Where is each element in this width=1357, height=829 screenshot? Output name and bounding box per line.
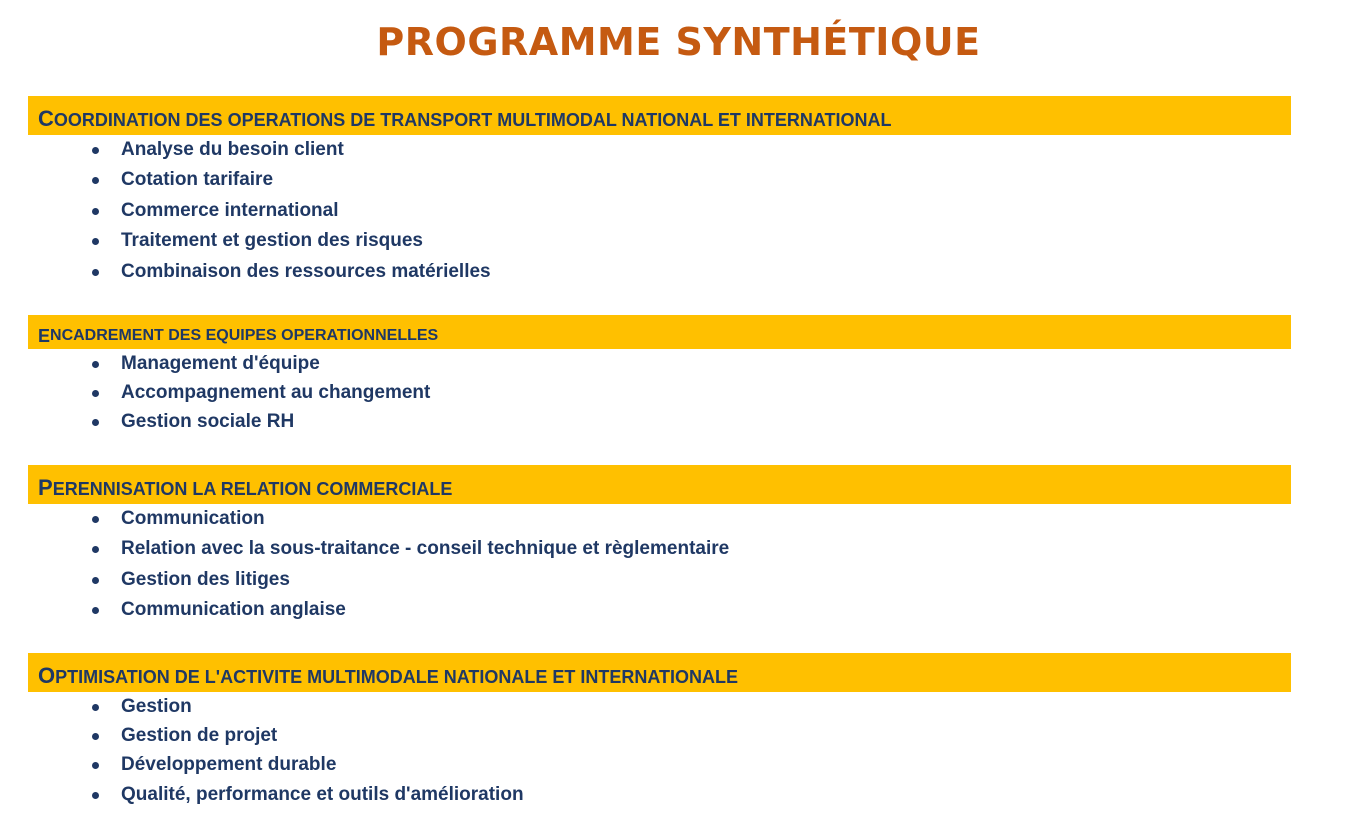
bullet-icon bbox=[92, 733, 99, 740]
list-item bbox=[0, 534, 1357, 564]
list-item-text: Accompagnement au changement bbox=[121, 382, 431, 404]
bullet-icon bbox=[92, 516, 99, 523]
section-header-text: OORDINATION DES OPERATIONS DE TRANSPORT MULTIMODAL NATIONAL ET INTERNATIONAL bbox=[53, 110, 892, 130]
bullet-icon bbox=[92, 607, 99, 614]
list-item-text: Communication anglaise bbox=[121, 599, 346, 621]
list-item bbox=[0, 692, 1357, 721]
section-header-text: ERENNISATION LA RELATION COMMERCIALE bbox=[52, 479, 453, 499]
list-item-text: Management d'équipe bbox=[121, 353, 320, 374]
section-header bbox=[28, 315, 1291, 349]
list-item-text: Analyse du besoin client bbox=[121, 139, 344, 160]
bullet-icon bbox=[92, 147, 99, 154]
bullet-icon bbox=[92, 704, 99, 711]
list-item bbox=[0, 750, 1357, 779]
section-coordination bbox=[0, 96, 1357, 287]
item-list bbox=[0, 692, 1357, 809]
bullet-icon bbox=[92, 238, 99, 245]
section-header-text: PTIMISATION DE L'ACTIVITE MULTIMODALE NATIONALE ET INTERNATIONALE bbox=[55, 667, 739, 687]
section-header bbox=[28, 465, 1291, 504]
section-header-initial: E bbox=[38, 326, 51, 346]
section-optimisation bbox=[0, 653, 1357, 809]
bullet-icon bbox=[92, 762, 99, 769]
list-item bbox=[0, 565, 1357, 595]
bullet-icon bbox=[92, 208, 99, 215]
item-list bbox=[0, 349, 1357, 437]
list-item-text: Gestion bbox=[121, 696, 192, 717]
list-item bbox=[0, 504, 1357, 534]
list-item bbox=[0, 196, 1357, 226]
list-item-text: Traitement et gestion des risques bbox=[121, 230, 423, 252]
list-item-text: Relation avec la sous-traitance - conseil technique et règlementaire bbox=[121, 538, 730, 560]
bullet-icon bbox=[92, 546, 99, 553]
list-item bbox=[0, 165, 1357, 195]
list-item bbox=[0, 595, 1357, 625]
bullet-icon bbox=[92, 419, 99, 426]
list-item-text: Gestion de projet bbox=[121, 725, 278, 747]
list-item-text: Qualité, performance et outils d'amélioration bbox=[121, 783, 524, 805]
list-item-text: Développement durable bbox=[121, 754, 337, 776]
list-item bbox=[0, 407, 1357, 436]
item-list bbox=[0, 504, 1357, 626]
bullet-icon bbox=[92, 792, 99, 799]
section-header bbox=[28, 653, 1291, 692]
list-item bbox=[0, 378, 1357, 407]
list-item bbox=[0, 135, 1357, 165]
list-item-text: Cotation tarifaire bbox=[121, 169, 274, 191]
item-list bbox=[0, 135, 1357, 287]
section-encadrement bbox=[0, 315, 1357, 437]
section-header bbox=[28, 96, 1291, 135]
list-item bbox=[0, 257, 1357, 287]
list-item-text: Gestion des litiges bbox=[121, 568, 290, 590]
list-item bbox=[0, 226, 1357, 256]
bullet-icon bbox=[92, 390, 99, 397]
list-item-text: Communication bbox=[121, 508, 265, 529]
section-header-initial: O bbox=[38, 663, 56, 688]
list-item-text: Combinaison des ressources matérielles bbox=[121, 260, 491, 282]
bullet-icon bbox=[92, 361, 99, 368]
list-item-text: Gestion sociale RH bbox=[121, 411, 295, 433]
bullet-icon bbox=[92, 577, 99, 584]
list-item bbox=[0, 349, 1357, 378]
bullet-icon bbox=[92, 269, 99, 276]
list-item-text: Commerce international bbox=[121, 199, 339, 221]
section-header-initial: C bbox=[38, 106, 54, 131]
list-item bbox=[0, 721, 1357, 750]
list-item bbox=[0, 780, 1357, 809]
section-header-initial: P bbox=[38, 475, 53, 500]
section-header-text: NCADREMENT DES EQUIPES OPERATIONNELLES bbox=[50, 327, 439, 344]
page-title: PROGRAMME SYNTHÉTIQUE bbox=[376, 20, 981, 64]
bullet-icon bbox=[92, 177, 99, 184]
section-perennisation bbox=[0, 465, 1357, 626]
